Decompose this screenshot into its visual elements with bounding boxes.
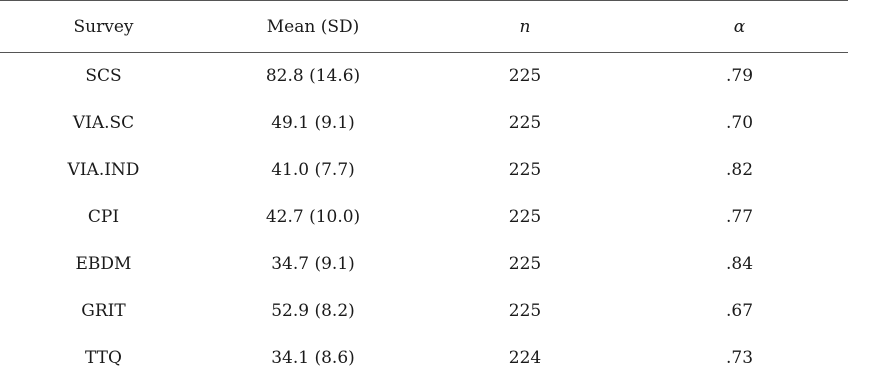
table-row [0,147,848,194]
cell-survey: GRIT [81,301,126,321]
cell-mean-sd: 41.0 (7.7) [271,160,355,180]
cell-mean-sd: 49.1 (9.1) [271,113,355,133]
table-row [0,100,848,147]
cell-survey: VIA.SC [72,113,135,133]
table-row [0,288,848,335]
cell-alpha: .84 [725,254,754,274]
cell-survey: CPI [87,207,120,227]
cell-alpha: .82 [725,160,754,180]
cell-n: 225 [508,301,542,321]
table-row [0,53,848,100]
cell-survey: VIA.IND [67,160,140,180]
cell-mean-sd: 34.7 (9.1) [271,254,355,274]
cell-survey: TTQ [85,348,122,368]
table-header [0,1,848,53]
cell-n: 225 [508,66,542,87]
cell-n: 225 [508,160,542,180]
cell-survey: SCS [85,66,122,87]
table-row [0,241,848,288]
cell-mean-sd: 42.7 (10.0) [265,207,361,227]
cell-n: 225 [508,254,542,274]
cell-alpha: .77 [725,207,754,227]
cell-alpha: .67 [725,301,754,321]
cell-mean-sd: 82.8 (14.6) [265,66,361,87]
cell-alpha: .73 [725,348,754,368]
cell-n: 225 [508,207,542,227]
cell-alpha: .79 [725,66,754,87]
cell-survey: EBDM [75,254,132,274]
header-n: n [419,1,631,53]
cell-n: 224 [508,348,542,368]
header-alpha: α [631,1,848,53]
cell-mean-sd: 52.9 (8.2) [271,301,355,321]
cell-alpha: .70 [725,113,754,133]
table-row [0,194,848,241]
header-survey: Survey [0,1,207,53]
header-row [0,1,848,53]
cell-n: 225 [508,113,542,133]
table-body [0,53,848,382]
cell-mean-sd: 34.1 (8.6) [271,348,355,368]
table-row [0,335,848,382]
header-mean-sd: Mean (SD) [207,1,419,53]
